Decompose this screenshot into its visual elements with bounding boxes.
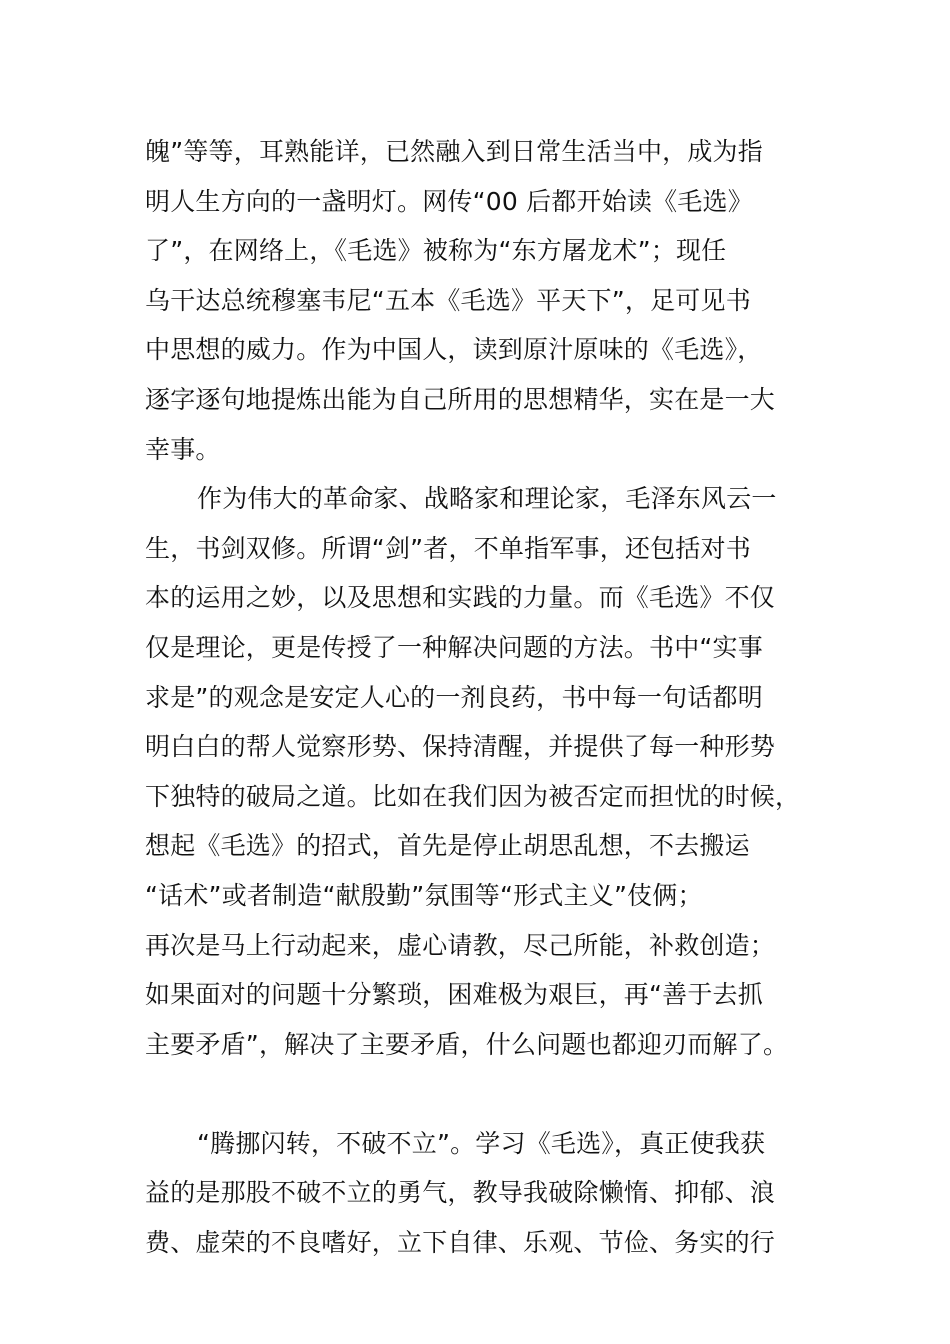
text-line: 乌干达总统穆塞韦尼“五本《毛选》平天下”，足可见书 xyxy=(145,285,751,315)
text-line: 主要矛盾”，解决了主要矛盾，什么问题也都迎刃而解了。 xyxy=(145,1029,789,1059)
text-line xyxy=(145,1069,810,1119)
text-line: 魄”等等，耳熟能详，已然融入到日常生活当中，成为指 xyxy=(145,137,763,166)
text-line: 明人生方向的一盏明灯。网传“00 后都开始读《毛选》 xyxy=(145,186,753,216)
text-line: 中思想的威力。作为中国人，读到原汁原味的《毛选》， xyxy=(145,335,763,365)
text-line: 幸事。 xyxy=(145,434,221,464)
text-line: 求是”的观念是安定人心的一剂良药，书中每一句话都明 xyxy=(145,682,763,712)
text-line: “腾挪闪转，不破不立”。学习《毛选》，真正使我获 xyxy=(197,1128,766,1158)
body-text xyxy=(145,127,810,1268)
text-line: 本的运用之妙，以及思想和实践的力量。而《毛选》不仅 xyxy=(145,583,776,613)
text-line: “话术”或者制造“献殷勤”氛围等“形式主义”伎俩； xyxy=(145,880,703,910)
text-line: 益的是那股不破不立的勇气，教导我破除懒惰、抑郁、浪 xyxy=(145,1178,776,1208)
text-line: 下独特的破局之道。比如在我们因为被否定而担忧的时候， xyxy=(145,781,801,811)
text-line: 逐字逐句地提炼出能为自己所用的思想精华，实在是一大 xyxy=(145,384,776,414)
text-line: 了”，在网络上，《毛选》被称为“东方屠龙术”；现任 xyxy=(145,236,727,266)
text-line: 再次是马上行动起来，虚心请教，尽己所能，补救创造； xyxy=(145,930,776,960)
text-line: 仅是理论，更是传授了一种解决问题的方法。书中“实事 xyxy=(145,632,763,662)
text-line: 费、虚荣的不良嗜好，立下自律、乐观、节俭、务实的行 xyxy=(145,1228,776,1258)
paragraph-1 xyxy=(145,127,810,474)
text-line: 如果面对的问题十分繁琐，困难极为艰巨，再“善于去抓 xyxy=(145,980,763,1010)
text-line: 明白白的帮人觉察形势、保持清醒，并提供了每一种形势 xyxy=(145,732,776,762)
text-line: 作为伟大的革命家、战略家和理论家，毛泽东风云一 xyxy=(197,484,777,514)
text-line: 想起《毛选》的招式，首先是停止胡思乱想，不去搬运 xyxy=(145,831,750,861)
paragraph-2 xyxy=(145,474,810,1119)
paragraph-3 xyxy=(145,1119,810,1268)
text-line: 生，书剑双修。所谓“剑”者，不单指军事，还包括对书 xyxy=(145,533,751,563)
